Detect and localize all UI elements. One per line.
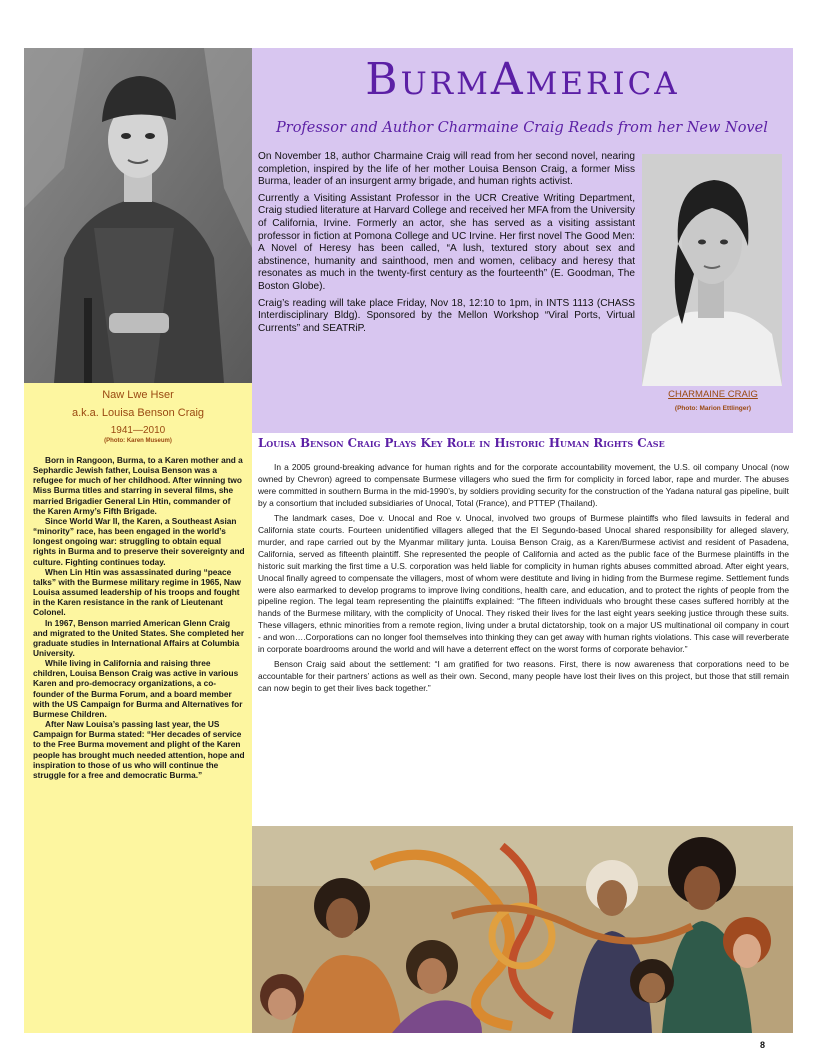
bio-paragraph: After Naw Louisa’s passing last year, the US Campaign for Burma stated: “Her decades of service to the Free Burma movement and plight of the Karen people has brought much needed attention, hope and inspiration to those of us who will continue the struggle for a free and democratic Burma.” [33,719,245,780]
newsletter-title: BurmAmerica [365,54,680,105]
portrait-credit: (Photo: Marion Ettlinger) [674,405,752,412]
portrait-caption [638,389,788,412]
mural-painting [252,826,793,1033]
bio-paragraph: While living in California and raising three children, Louisa Benson Craig was active in various Karen and pro-democracy organizations, a co-founder of the Burma Forum, and a board member with the US Campaign for Burma and Alternatives for Burmese Children. [33,658,243,719]
article-body [258,462,789,698]
biography-text [33,455,245,780]
intro-text [258,151,635,339]
bio-paragraph: Born in Rangoon, Burma, to a Karen mother and a Sephardic Jewish father, Louisa Benson was a refugee for much of her childhood. After winning two Miss Burma titles and starring in several films, she married Brigadier General Lin Htin, commander of the Karen Army’s Fifth Brigade. [33,455,243,516]
portrait-name: CHARMAINE CRAIG [668,389,758,400]
intro-paragraph: On November 18, author Charmaine Craig will read from her second novel, nearing completion, inspired by the life of her mother Louisa Benson Craig, a former Miss Burma, leader of an insurgent army brigade, and human rights activist. [258,151,635,188]
article-subtitle: Professor and Author Charmaine Craig Reads from her New Novel [276,120,768,136]
photo-caption-name: Naw Lwe Hser [102,389,174,401]
biography-panel [24,383,252,1033]
article-paragraph: Benson Craig said about the settlement: “I am gratified for two reasons. First, there is now awareness that corporations need to be accountable for their partners’ actions as well as their own. Second, many people have lost their lives on this project, but those that still remain can now begin to get their lives back together.” [258,659,789,694]
photo-caption-aka: a.k.a. Louisa Benson Craig [71,407,205,419]
intro-paragraph: Craig’s reading will take place Friday, Nov 18, 12:10 to 1pm, in INTS 1113 (CHASS Interdisciplinary Bldg). Sponsored by the Mellon Workshop “Viral Ports, Virtual Currents” and SEATRiP. [258,297,635,334]
page-number: 8 [760,1040,766,1050]
intro-paragraph: Currently a Visiting Assistant Professor in the UCR Creative Writing Department, Craig studied literature at Harvard College and received her MFA from the University of California, Irvine. Formerly an actor, she has served as a visiting assistant professor in fiction at Pomona College and UC Irvine. Her first novel The Good Men: A Novel of Heresy has been called, “A lush, textured story about sex and abstinence, humanity and sainthood, men and women, celibacy and heresy that resonates as much in the twenty-first century as the fourteenth” (E. Goodman, The Boston Globe). [258,192,635,292]
bio-paragraph: Since World War II, the Karen, a Southeast Asian “minority” race, has been engaged in the world’s longest ongoing war: struggling to obtain equal rights in Burma and to preserve their sovereignty and culture. Fighting continues today. [33,515,245,567]
article-headline: Louisa Benson Craig Plays Key Role in Historic Human Rights Case [258,436,665,450]
photo-caption-years: 1941—2010 [110,425,166,436]
charmaine-craig-portrait [642,154,782,386]
photo-caption-credit: (Photo: Karen Museum) [104,438,172,444]
bio-paragraph: When Lin Htin was assassinated during “peace talks” with the Burmese military regime in 1965, Naw Louisa assumed leadership of his troops and fought in the Karen resistance in the rank of Lieutenant Colonel. [33,566,241,618]
bio-paragraph: In 1967, Benson married American Glenn Craig and migrated to the United States. She completed her graduate studies in International Affairs at Columbia University. [33,617,245,658]
article-paragraph: In a 2005 ground-breaking advance for human rights and for the corporate accountability movement, the U.S. oil company Unocal (now owned by Chevron) agreed to compensate Burmese villagers who sued the firm for complicity in forced labor, rape and murder. The abuses were committed in southern Burma in the mid-1990’s, by soldiers providing security for the construction of the Yadana natural gas pipeline, built by a consortium that included subsidiaries of Unocal, Total (France), and PTTEP (Thailand). [258,462,789,508]
header-panel [252,48,793,433]
louisa-benson-photo [24,48,252,383]
article-paragraph: The landmark cases, Doe v. Unocal and Roe v. Unocal, involved two groups of Burmese plaintiffs who filed lawsuits in federal and California state courts. Fourteen unidentified villagers alleged that the El Segundo-based Unocal shared responsibility for alleged slavery, murder, and rape carried out by the Myanmar military junta. Louisa Benson Craig, as a Karen/Burmese activist and resident of Pasadena, California, served as fifteenth plaintiff. She represented the people of California and acted as the public face of the Burmese plaintiffs in the historic suit marking the first time a U.S. corporation was held liable for complicity in human rights abuses committed abroad. After eight years, Unocal finally agreed to compensate the villagers, most of whom were destitute and living in hiding from the Burmese regime. Settlement funds were also earmarked to develop programs to improve living conditions, health care, and education, and to protect the rights of people from the pipeline region. The legal team representing the plaintiffs explained: “The fifteen individuals who brought these cases suffered horribly at the hands of the Burmese military, with the complicity of Unocal. They risked their lives for the last eight years seeking justice through these suits. These villagers, ethnic minorities from a remote region, living under a brutal dictatorship, took on a major US multinational oil company in court - and won….Corporations can no longer fool themselves into thinking they can get away with human rights violations. This case will reverberate in corporate boardrooms around the world and will have a deterrent effect on the worst forms of corporate behavior.” [258,512,789,655]
